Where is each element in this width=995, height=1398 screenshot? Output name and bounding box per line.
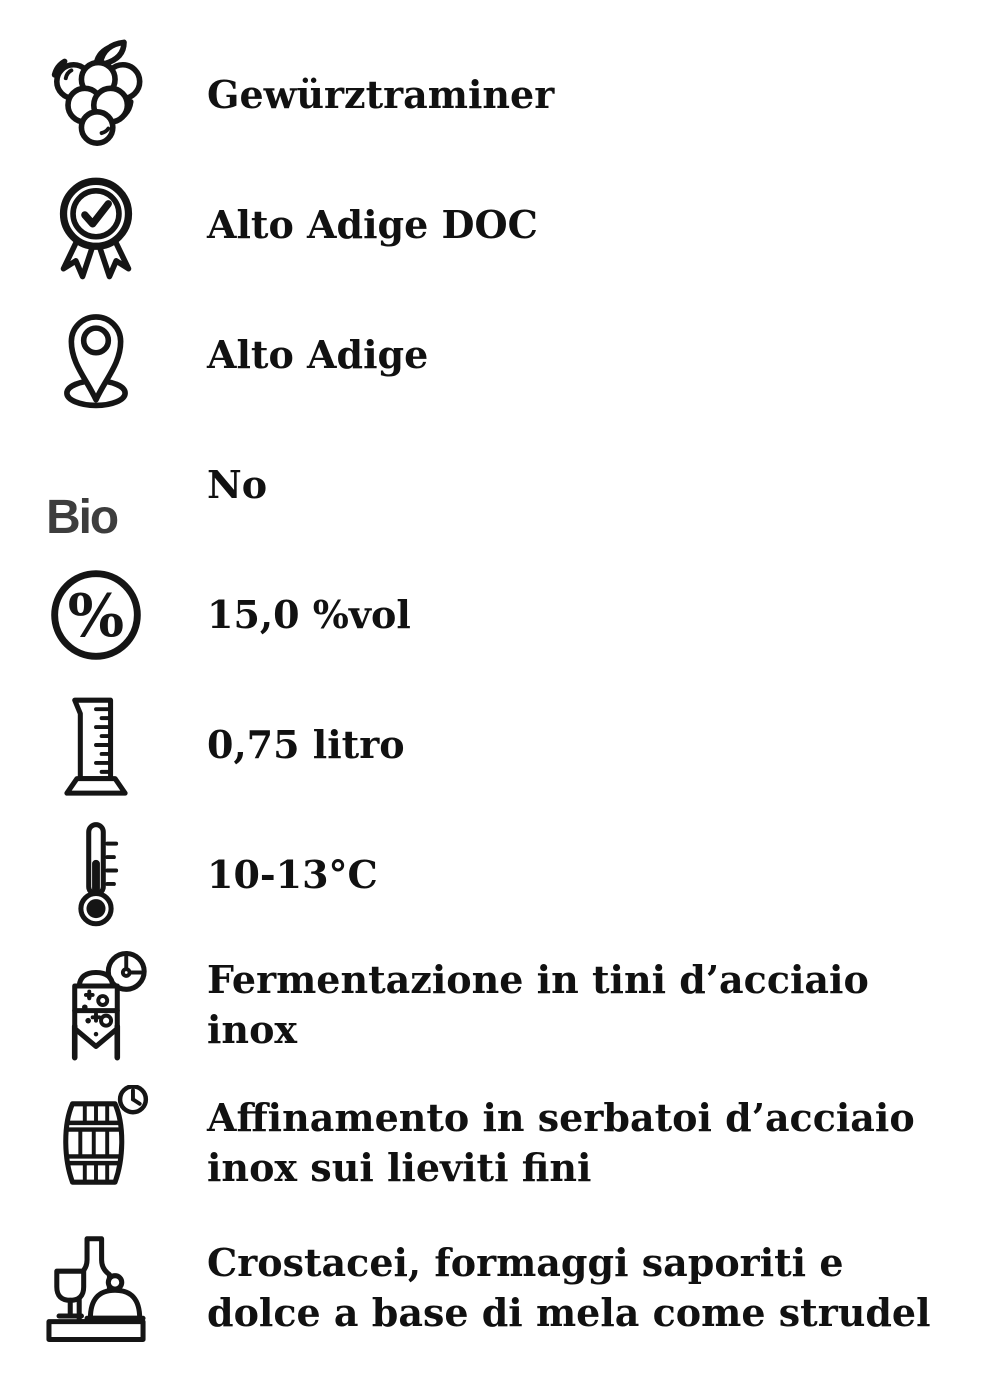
appellation-value: Alto Adige DOC bbox=[207, 202, 538, 247]
spec-row-volume bbox=[0, 680, 995, 810]
spec-row-fermentation bbox=[0, 940, 995, 1070]
serving-temperature-value: 10-13°C bbox=[207, 852, 378, 897]
aging-barrel-icon bbox=[40, 1083, 152, 1203]
ageing-value: Affinamento in serbatoi d’acciaio inox sui lieviti fini bbox=[207, 1094, 915, 1190]
food-pairing-icon bbox=[40, 1228, 152, 1348]
percent-glyph: % bbox=[67, 580, 125, 651]
spec-row-region bbox=[0, 290, 995, 420]
organic-value: No bbox=[207, 462, 268, 507]
spec-row-alcohol bbox=[0, 550, 995, 680]
spec-row-organic bbox=[0, 420, 995, 550]
fermentation-value: Fermentazione in tini d’acciaio inox bbox=[207, 957, 869, 1052]
bio-word: Bio bbox=[46, 490, 118, 539]
alcohol-value: 15,0 %vol bbox=[207, 592, 411, 637]
fermentation-tank-icon bbox=[40, 945, 152, 1065]
award-medal-icon bbox=[40, 165, 152, 285]
volume-value: 0,75 litro bbox=[207, 722, 405, 767]
measuring-cylinder-icon bbox=[40, 685, 152, 805]
spec-row-grape-variety bbox=[0, 30, 995, 160]
food-pairing-value: Crostacei, formaggi saporiti e dolce a base di mela come strudel bbox=[207, 1239, 931, 1335]
spec-row-ageing bbox=[0, 1070, 995, 1215]
spec-row-food-pairing bbox=[0, 1215, 995, 1360]
grape-variety-value: Gewürztraminer bbox=[207, 72, 555, 117]
bio-leaf-icon bbox=[40, 425, 152, 545]
spec-row-appellation bbox=[0, 160, 995, 290]
grapes-icon bbox=[40, 35, 152, 155]
region-value: Alto Adige bbox=[207, 332, 429, 377]
thermometer-icon bbox=[40, 815, 152, 935]
percent-circle-icon bbox=[40, 555, 152, 675]
location-pin-icon bbox=[40, 295, 152, 415]
spec-row-serving-temperature bbox=[0, 810, 995, 940]
